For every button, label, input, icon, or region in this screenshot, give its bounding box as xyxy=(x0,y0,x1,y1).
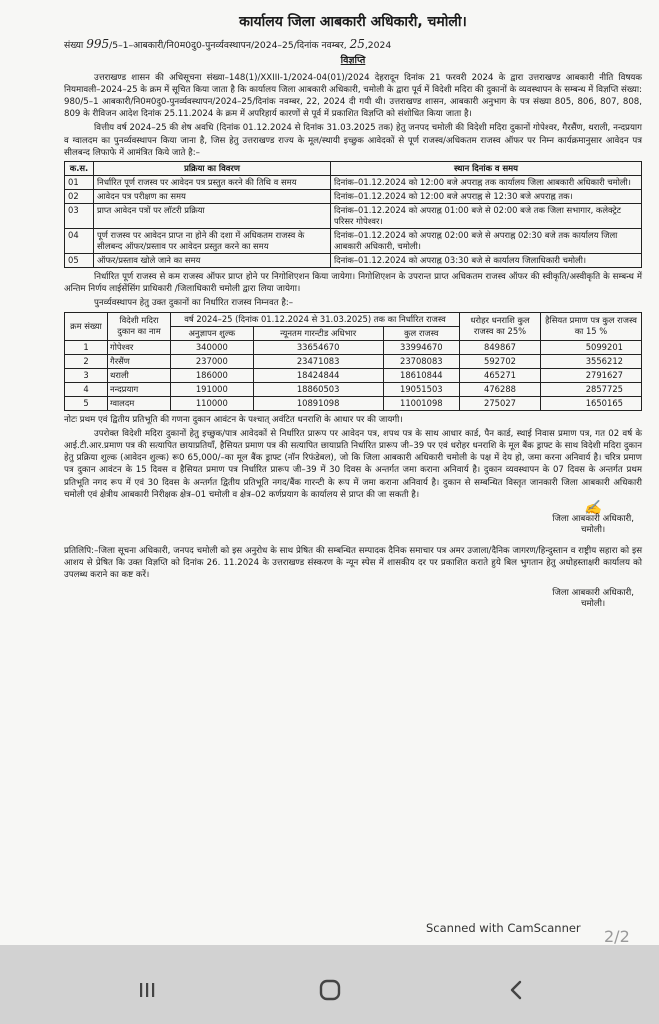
navigation-bar xyxy=(0,945,659,1024)
table-row xyxy=(65,382,642,396)
paragraph-4: पुनर्व्यवस्थापन हेतु उक्त दुकानों का निर्धारित राजस्व निम्नवत है:– xyxy=(94,298,294,309)
revenue-shop: नन्दप्रयाग xyxy=(108,382,171,396)
schedule-process: पूर्ण राजस्व पर आवेदन प्राप्त ना होने की दशा में अधिकतम राजस्व के सीलबन्द ऑफर/प्रस्ताव पर आवेदन प्रस्तुत करने का समय xyxy=(94,229,331,254)
ref-year: ,2024 xyxy=(364,40,392,52)
revenue-sn: 2 xyxy=(65,354,108,368)
revenue-sn: 4 xyxy=(65,382,108,396)
signatory-place: चमोली। xyxy=(581,525,606,536)
revenue-sn: 5 xyxy=(65,396,108,410)
revenue-license: 110000 xyxy=(171,396,254,410)
schedule-process: निर्धारित पूर्ण राजस्व पर आवेदन पत्र प्रस्तुत करने की तिथि व समय xyxy=(94,176,331,190)
table-row xyxy=(65,204,642,229)
revenue-shop: गोपेश्वर xyxy=(108,340,171,354)
revenue-total: 33994670 xyxy=(383,340,459,354)
schedule-process: ऑफर/प्रस्ताव खोले जाने का समय xyxy=(94,254,331,268)
revenue-solvency: 2857725 xyxy=(541,382,642,396)
revenue-sn: 1 xyxy=(65,340,108,354)
schedule-header-detail: स्थान दिनांक व समय xyxy=(331,162,642,176)
schedule-sn: 04 xyxy=(65,229,94,254)
signature-block-1 xyxy=(64,500,642,545)
table-row xyxy=(65,229,642,254)
revenue-deposit: 849867 xyxy=(460,340,541,354)
signature-scribble: ✍ xyxy=(584,500,602,517)
revenue-guarantee: 23471083 xyxy=(253,354,383,368)
ref-day: 25 xyxy=(349,37,365,52)
revenue-guarantee: 10891098 xyxy=(253,396,383,410)
schedule-sn: 01 xyxy=(65,176,94,190)
revenue-header-solvency: हैसियत प्रमाण पत्र कुल राजस्व का 15 % xyxy=(541,312,642,340)
notice-heading: विज्ञप्ति xyxy=(340,55,366,67)
revenue-deposit: 592702 xyxy=(460,354,541,368)
revenue-solvency: 3556212 xyxy=(541,354,642,368)
home-icon xyxy=(316,976,344,1004)
signature-block-2 xyxy=(64,584,642,614)
revenue-header-sn: क्रम संख्या xyxy=(65,312,108,340)
note: नोटः प्रथम एवं द्वितीय प्रतिभूति की गणना दुकान आवंटन के पश्चात् अवंटित धनराशि के आधार पर की जायगी। xyxy=(64,414,403,425)
schedule-detail: दिनांक–01.12.2024 को 12:00 बजे अपराह्न तक कार्यालय जिला आबकारी अधिकारी चमोली। xyxy=(331,176,642,190)
revenue-header-deposit: धरोहर धनराशि कुल राजस्व का 25% xyxy=(460,312,541,340)
recent-apps-icon xyxy=(135,978,159,1002)
home-button[interactable] xyxy=(300,975,360,1005)
revenue-guarantee: 18860503 xyxy=(253,382,383,396)
schedule-sn: 03 xyxy=(65,204,94,229)
revenue-shop: गैरसैंण xyxy=(108,354,171,368)
back-button[interactable] xyxy=(487,975,547,1005)
recent-apps-button[interactable] xyxy=(117,975,177,1005)
schedule-header-sn: क.स. xyxy=(65,162,94,176)
revenue-license: 191000 xyxy=(171,382,254,396)
revenue-solvency: 5099201 xyxy=(541,340,642,354)
document-content xyxy=(64,10,642,614)
revenue-table xyxy=(64,312,642,411)
table-row xyxy=(65,176,642,190)
revenue-shop: ग्वालदम xyxy=(108,396,171,410)
signatory-title: जिला आबकारी अधिकारी, xyxy=(552,587,634,598)
paragraph-3: निर्धारित पूर्ण राजस्व से कम राजस्व ऑफर प्राप्त होने पर निगोशिएशन किया जायेगा। निगोशिएशन के उपरान्त प्राप्त अधिकतम राजस्व ऑफर की स्वीकृति/अस्वीकृति के सम्बन्ध में अन्तिम निर्णय लाईसेंसिंग प्राधिकारी /जिलाधिकारी चमोली द्वारा लिया जायेगा। xyxy=(64,272,642,295)
revenue-total: 23708083 xyxy=(383,354,459,368)
schedule-process: आवेदन पत्र परीक्षण का समय xyxy=(94,190,331,204)
revenue-header-total: कुल राजस्व xyxy=(383,326,459,340)
schedule-detail: दिनांक–01.12.2024 को अपराह्न 02:00 बजे से अपराह्न 02:30 बजे तक कार्यालय जिला आबकारी अधिकारी, चमोली। xyxy=(331,229,642,254)
revenue-header-license: अनुज्ञापन शुल्क xyxy=(171,326,254,340)
revenue-solvency: 1650165 xyxy=(541,396,642,410)
reference-line xyxy=(64,38,642,52)
schedule-detail: दिनांक–01.12.2024 को अपराह्न 03:30 बजे से कार्यालय जिलाधिकारी चमोली। xyxy=(331,254,642,268)
table-row xyxy=(65,396,642,410)
back-icon xyxy=(505,978,529,1002)
schedule-header-process: प्रक्रिया का विवरण xyxy=(94,162,331,176)
schedule-table xyxy=(64,161,642,268)
revenue-header-guarantee: न्यूनतम गारन्टीड अधिभार xyxy=(253,326,383,340)
office-title: कार्यालय जिला आबकारी अधिकारी, चमोली। xyxy=(239,14,467,30)
revenue-license: 186000 xyxy=(171,368,254,382)
revenue-total: 11001098 xyxy=(383,396,459,410)
revenue-total: 18610844 xyxy=(383,368,459,382)
revenue-header-shop: विदेशी मदिरा दुकान का नाम xyxy=(108,312,171,340)
schedule-process: प्राप्त आवेदन पत्रों पर लॉटरी प्रक्रिया xyxy=(94,204,331,229)
schedule-sn: 05 xyxy=(65,254,94,268)
revenue-solvency: 2791627 xyxy=(541,368,642,382)
revenue-header-year: वर्ष 2024–25 (दिनांक 01.12.2024 से 31.03.2025) तक का निर्धारित राजस्व xyxy=(171,312,460,326)
scanner-watermark: Scanned with CamScanner xyxy=(426,921,581,935)
schedule-detail: दिनांक–01.12.2024 को अपराह्न 01:00 बजे से 02:00 बजे तक जिला सभागार, कलेक्ट्रेट परिसर गोपेश्वर। xyxy=(331,204,642,229)
table-row xyxy=(65,254,642,268)
ref-prefix: संख्या xyxy=(64,40,84,52)
paragraph-1: उत्तराखण्ड शासन की अधिसूचना संख्या–148(1)/XXIII-1/2024-04(01)/2024 देहरादून दिनांक 21 फरवरी 2024 के द्वारा उत्तराखण्ड आबकारी नीति विषयक नियमावली–2024–25 के क्रम में सूचित किया जाता है कि कार्यालय जिला आबकारी अधिकारी, चमोली के द्वारा पूर्व में विदेशी मदिरा की दुकानों के व्यवस्थापन के सम्बन्ध में विज्ञप्ति संख्या: 980/5–1 आबकारी/नि0म0दु0-पुनर्व्यवस्थापन/2024–25/दिनांक नवम्बर, 22, 2024 दी गयी थी। उत्तराखण्ड शासन, आबकारी अनुभाग के पत्र संख्या 805, 806, 807, 808, 809 के रीविजन आदेश दिनांक 25.11.2024 के क्रम में अपरिहार्य कारणों से पूर्व में प्रकाशित विज्ञप्ति को संशोधित किया जाता है। xyxy=(64,72,642,120)
table-row xyxy=(65,340,642,354)
revenue-guarantee: 33654670 xyxy=(253,340,383,354)
table-row xyxy=(65,354,642,368)
signatory-place: चमोली। xyxy=(581,598,606,609)
table-row xyxy=(65,368,642,382)
revenue-deposit: 476288 xyxy=(460,382,541,396)
paragraph-5: उपरोक्त विदेशी मदिरा दुकानों हेतु इच्छुक/पात्र आवेदकों से निर्धारित प्रारूप पर आवेदन पत्र, शपथ पत्र के साथ आधार कार्ड, पैन कार्ड, स्थाई निवास प्रमाण पत्र, गत 02 वर्ष के आई.टी.आर.प्रमाण पत्र की सत्यापित छायाप्रतियाँ, हैसियत प्रमाण पत्र की सत्यापित छायाप्रति निर्धारित प्रारूप जी–39 पर एवं धरोहर धनराशि के मूल बैंक ड्राफ्ट के साथ विदेशी मदिरा दुकान हेतु प्रक्रिया शुल्क (आवेदन शुल्क) रू0 65,000/–का मूल बैंक ड्राफ्ट (नॉन रिफंडेबल), जो कि जिला आबकारी अधिकारी चमोली के पक्ष में देय हो, जमा करना अनिवार्य है। चरित्र प्रमाण पत्र दुकान आवंटन के 15 दिवस व हैसियत प्रमाण पत्र निर्धारित प्रारूप जी–39 में 30 दिवस के अन्तर्गत जमा कराना अनिवार्य है। दुकान व्यवस्थापन के 07 दिवस के अन्तर्गत प्रथम प्रतिभूति नगद रूप में एवं 30 दिवस के अन्तर्गत द्वितीय प्रतिभूति नगद/बैंक गारन्टी के रूप में जमा कराना अनिवार्य है। दुकान से सम्बन्धित विस्तृत जानकारी जिला आबकारी अधिकारी चमोली एवं क्षेत्रीय आबकारी निरीक्षक क्षेत्र–01 चमोली व क्षेत्र–02 कर्णप्रयाग के कार्यालय से प्राप्त की जा सकती है। xyxy=(64,428,642,500)
revenue-total: 19051503 xyxy=(383,382,459,396)
revenue-shop: थराली xyxy=(108,368,171,382)
revenue-guarantee: 18424844 xyxy=(253,368,383,382)
revenue-deposit: 275027 xyxy=(460,396,541,410)
paragraph-2: वित्तीय वर्ष 2024–25 की शेष अवधि (दिनांक 01.12.2024 से दिनांक 31.03.2025 तक) हेतु जनपद चमोली की विदेशी मदिरा दुकानों गोपेश्वर, गैरसैंण, थराली, नन्दप्रयाग व ग्वालदम का पुनर्व्यवस्थापन किया जाना है, जिस हेतु उत्तराखण्ड राज्य के मूल/स्थायी इच्छुक आवेदकों से पूर्ण राजस्व/अधिकतम राजस्व ऑफर पर निम्न कार्यक्रमानुसार आवेदन पत्र सीलबन्द लिफाफे में आमंत्रित किये जाते है:– xyxy=(64,123,642,158)
revenue-license: 237000 xyxy=(171,354,254,368)
table-row xyxy=(65,190,642,204)
revenue-license: 340000 xyxy=(171,340,254,354)
schedule-sn: 02 xyxy=(65,190,94,204)
revenue-deposit: 465271 xyxy=(460,368,541,382)
ref-number: 995 xyxy=(86,37,110,52)
ref-middle: /5–1–आबकारी/नि0म0दु0-पुनर्व्यवस्थापन/2024–25/दिनांक नवम्बर, xyxy=(109,40,347,52)
schedule-detail: दिनांक–01.12.2024 को 12:00 बजे अपराह्न से 12:30 बजे अपराह्न तक। xyxy=(331,190,642,204)
revenue-sn: 3 xyxy=(65,368,108,382)
copy-to-paragraph: प्रतिलिपि:–जिला सूचना अधिकारी, जनपद चमोली को इस अनुरोध के साथ प्रेषित की सम्बन्धित सम्पादक दैनिक समाचार पत्र अमर उजाला/दैनिक जागरण/हिन्दुस्तान व राष्ट्रीय सहारा को इस आशय से प्रेषित कि उक्त विज्ञप्ति को दिनांक 26. 11.2024 के उत्तराखण्ड संस्करण के न्यून स्पेस में शासकीय दर पर प्रकाशित कराते हुये बिल भुगतान हेतु अधोहस्ताक्षरी कार्यालय को उपलब्ध कराने का कष्ट करें। xyxy=(64,546,642,581)
page-indicator: 2/2 xyxy=(604,927,630,945)
signatory-title: जिला आबकारी अधिकारी, xyxy=(552,514,634,525)
